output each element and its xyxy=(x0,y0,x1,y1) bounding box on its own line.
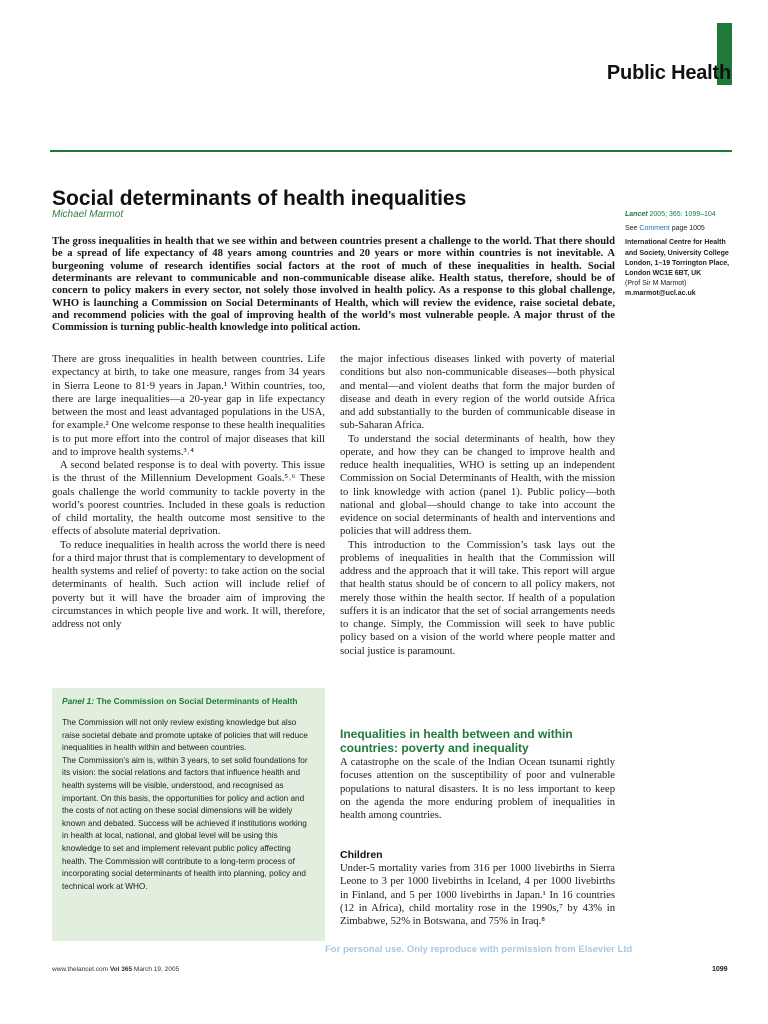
page-number: 1099 xyxy=(712,966,728,973)
body-column-right-section xyxy=(340,756,615,822)
footer-date: March 19, 2005 xyxy=(133,966,180,973)
footer-site[interactable]: www.thelancet.com xyxy=(52,966,108,973)
panel-title xyxy=(62,696,315,707)
paragraph: the major infectious diseases linked with poverty of material conditions but also non-communicable diseases—both physical and mental—and violent deaths that form the major burden of disease and death in every region of the world outside Africa and add substantially to the burden of communicable disease in sub-Saharan Africa. xyxy=(340,354,615,432)
paragraph: To understand the social determinants of health, how they operate, and how they can be changed to improve health and reduce health inequalities, WHO is setting up an independent Commission on Social Determinants of Health, with the mission to link knowledge with action (panel 1). Public policy—both national and global—should change to take into account the evidence on social determinants of health and interventions and policies that will address them. xyxy=(340,433,615,538)
see-also xyxy=(625,224,735,234)
author-name: Michael Marmot xyxy=(52,209,124,220)
body-column-left xyxy=(52,353,325,631)
paragraph: To reduce inequalities in health across the world there is need for a third major thrust that is complementary to development of health systems and relief of poverty: to take action on the social determinants of health. Such action will include relief of poverty but it will have the broader aim of improving the circumstances in which people live and work. It will, therefore, address not only xyxy=(52,539,326,630)
panel-number: Panel 1: xyxy=(62,696,95,706)
paragraph: There are gross inequalities in health between countries. Life expectancy at birth, to take one measure, ranges from 34 years in Sierra Leone to 81·9 years in Japan.¹ Within countries, too, there are large inequalities—a 20-year gap in life expectancy between the most and least advantaged populations in the USA, for example.² One welcome response to these health inequalities is to put more effort into the control of major diseases that kill and to improve health systems.³˒⁴ xyxy=(52,354,325,458)
body-column-right xyxy=(340,353,615,658)
panel-paragraph: The Commission will not only review existing knowledge but also raise societal debate and promote uptake of policies that will reduce inequalities in health within and between countries. xyxy=(62,718,308,753)
comment-link[interactable]: Comment xyxy=(639,225,670,233)
subsection-heading: Children xyxy=(340,849,383,861)
abstract: The gross inequalities in health that we see within and between countries present a challenge to the world. That there should be a spread of life expectancy of 48 years among countries and 20 years or more within countries is not inevitable. A burgeoning volume of research identifies social factors at the root of much of these inequalities in health. Social determinants are relevant to communicable and non-communicable disease alike. Health status, therefore, should be of concern to policy makers in every sector, not solely those involved in health policy. As a response to this global challenge, WHO is launching a Commission on Social Determinants of Health, which will review the evidence, raise societal debate, and recommend policies with the goal of improving health of the world’s most vulnerable people. A major thrust of the Commission is turning public-health knowledge into political action. xyxy=(52,236,615,334)
institution: International Centre for Health and Society, University College London, 1–19 Torrington Place, London WC1E 6BT, UK xyxy=(625,239,730,278)
contact-email[interactable]: m.marmot@ucl.ac.uk xyxy=(625,290,696,298)
footer-volume: Vol 365 xyxy=(109,966,133,973)
affiliation xyxy=(625,238,735,299)
journal-name: Lancet xyxy=(625,211,648,218)
paragraph: Under-5 mortality varies from 316 per 1000 livebirths in Sierra Leone to 3 per 1000 livebirths in Iceland, 4 per 1000 livebirths in Finland, and 5 per 1000 livebirths in Japan.¹ In 16 countries (12 in Africa), child mortality rose in the 1990s,⁷ by 43% in Zimbabwe, 52% in Botswana, and 75% in Iraq.⁸ xyxy=(340,863,615,927)
paragraph: A second belated response is to deal with poverty. This issue is the thrust of the Millennium Development Goals.⁵˒⁶ These goals challenge the world community to tackle poverty in the world’s poorest countries. Included in these goals is reduction of child mortality, the health outcome most sensitive to the effects of absolute material deprivation. xyxy=(52,460,325,538)
usage-notice: For personal use. Only reproduce with permission from Elsevier Ltd xyxy=(325,944,633,955)
header-rule xyxy=(50,150,732,152)
footer-left xyxy=(52,966,179,973)
see-prefix: See xyxy=(625,225,640,233)
panel-paragraph: The Commission’s aim is, within 3 years, to set solid foundations for its vision: the social relations and factors that influence health and health systems will be visible, understood, and recognised as important. On this basis, the opportunities for policy and action and the costs of not acting on these social dimensions will be widely known and debated. Success will be achieved if institutions working in health at local, national, and global level will be using this knowledge to set and implement relevant public policy affecting health. The Commission will contribute to a long-term process of incorporating social determinants of health into planning, policy and technical work at WHO. xyxy=(62,755,308,891)
panel-heading: The Commission on Social Determinants of Health xyxy=(94,696,298,706)
article-title: Social determinants of health inequalities xyxy=(52,187,467,211)
body-column-right-subsection xyxy=(340,862,615,928)
section-title: Public Health xyxy=(606,62,731,84)
section-heading: Inequalities in health between and within countries: poverty and inequality xyxy=(340,727,573,755)
contact-name: (Prof Sir M Marmot) xyxy=(625,280,687,288)
citation xyxy=(625,210,735,220)
paragraph: This introduction to the Commission’s task lays out the problems of inequalities in health that the Commission will address and the approach that it will take. This report will argue that health status should be of concern to all policy makers, not merely those within the health sector. If health of a population suffers it is an indicator that the set of social arrangements needs to change. Simply, the Commission will seek to have public policy based on a vision of the world where people matter and social justice is paramount. xyxy=(340,539,615,657)
panel-box xyxy=(52,688,325,941)
article-sidebar xyxy=(625,210,735,300)
see-suffix: page 1005 xyxy=(669,225,705,233)
paragraph: A catastrophe on the scale of the Indian Ocean tsunami rightly focuses attention on the susceptibility of poor and vulnerable populations to natural disasters. It is no less important to keep on the agenda the more enduring problem of inequalities in health among countries. xyxy=(340,757,615,821)
citation-details: 2005; 365: 1099–104 xyxy=(649,211,716,218)
